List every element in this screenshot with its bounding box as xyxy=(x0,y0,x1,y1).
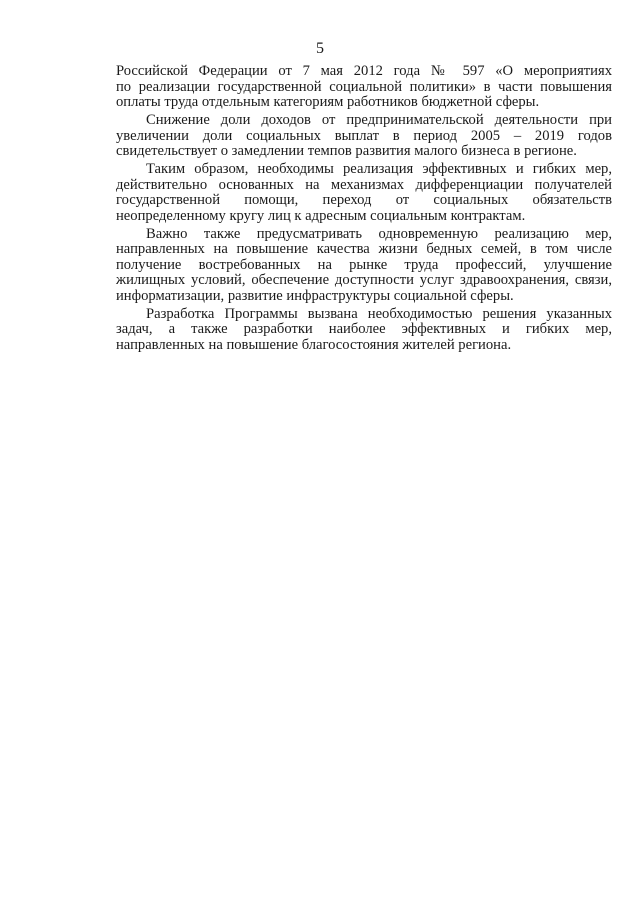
text-line: неопределенному кругу лиц к адресным социальным контрактам. xyxy=(116,207,526,224)
text-line: информатизации, развитие инфраструктуры социальной сферы. xyxy=(116,287,514,304)
text-line: свидетельствует о замедлении темпов развития малого бизнеса в регионе. xyxy=(116,143,577,159)
text-line: получение востребованных на рынке труда профессий, улучшение xyxy=(116,256,612,273)
text-line: Таким образом, необходимы реализация эффективных и гибких мер, xyxy=(146,161,612,177)
document-body xyxy=(116,64,612,356)
paragraph-4 xyxy=(116,227,612,305)
text-line: Снижение доли доходов от предпринимательской деятельности при xyxy=(146,112,612,128)
text-line: Российской Федерации от 7 мая 2012 года № 597 «О мероприятиях xyxy=(116,63,612,79)
text-line: увеличении доли социальных выплат в период 2005 – 2019 годов xyxy=(116,127,612,144)
paragraph-5 xyxy=(116,307,612,354)
text-line: Важно также предусматривать одновременную реализацию мер, xyxy=(146,225,612,242)
text-line: оплаты труда отдельным категориям работников бюджетной сферы. xyxy=(116,94,540,110)
text-line: по реализации государственной социальной политики» в части повышения xyxy=(116,78,612,95)
text-line: задач, а также разработки наиболее эффективных и гибких мер, xyxy=(116,321,612,337)
text-line: направленных на повышение благосостояния жителей региона. xyxy=(116,336,512,353)
paragraph-2 xyxy=(116,113,612,160)
text-line: государственной помощи, переход от социальных обязательств xyxy=(116,192,612,208)
paragraph-3 xyxy=(116,162,612,224)
paragraph-1 xyxy=(116,64,612,111)
text-line: действительно основанных на механизмах дифференциации получателей xyxy=(116,176,612,193)
text-line: Разработка Программы вызвана необходимостью решения указанных xyxy=(146,305,612,322)
page-number: 5 xyxy=(316,40,324,57)
text-line: направленных на повышение качества жизни бедных семей, в том числе xyxy=(116,241,612,257)
text-line: жилищных условий, обеспечение доступности услуг здравоохранения, связи, xyxy=(116,272,612,288)
